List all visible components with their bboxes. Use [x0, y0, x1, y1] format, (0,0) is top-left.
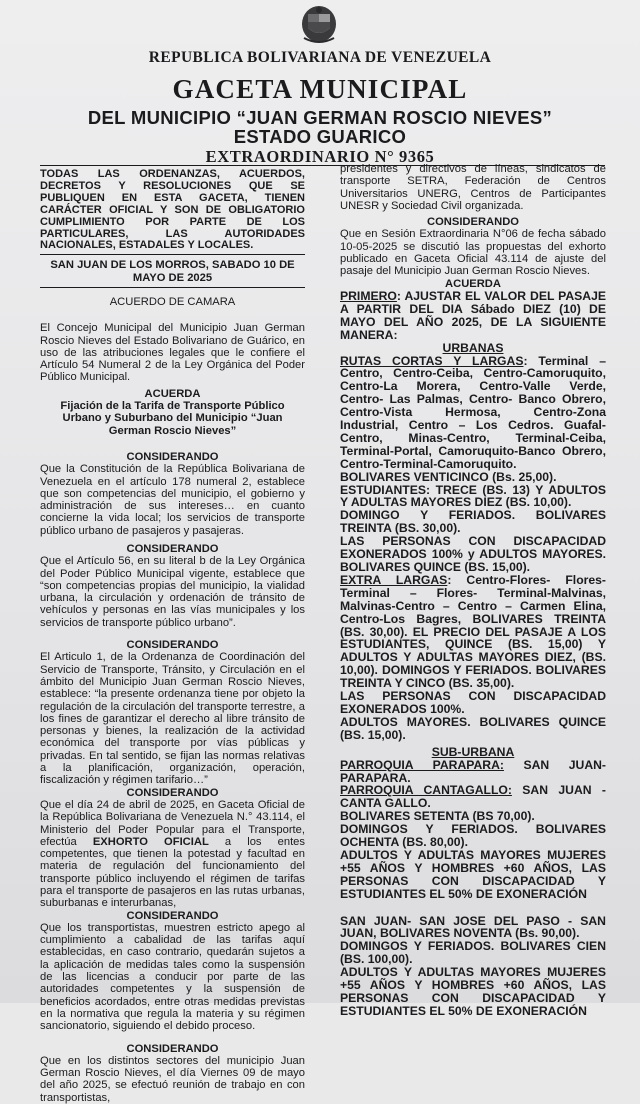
considerando-text: Que en Sesión Extraordinaria N°06 de fecha sábado 10-05-2025 se discutió las propuestas del exhorto publicado en Gaceta Oficial 43.114 de ajuste del pasaje del Municipio Juan German Roscio Nieves.: [340, 228, 606, 278]
intro-paragraph: El Concejo Municipal del Municipio Juan German Roscio Nieves del Estado Bolivariano de Guárico, en uso de las atribuciones legales que le confiere el Artículo 54 Numeral 2 de la Ley Orgánica del Poder Público Municipal.: [40, 322, 305, 384]
primero-clause: [340, 290, 606, 342]
parish-parapara: [340, 759, 606, 785]
considerando-text: El Articulo 1, de la Ordenanza de Coordinación del Servicio de Transporte, Tránsito, y Circulación en el ámbito del Municipio Juan German Roscio Nieves, establece: “la presente ordenanza tiene por objeto la regulación de la circulación del transporte terrestre, a los fines de garantizar el derecho al libre tránsito de personas y bienes, la realización de la actividad económica del transporte por vías públicas y privadas. En tal sentido, se fijan las normas relativas a la planificación, organización, operación, fiscalización y régimen tarifario…”: [40, 651, 305, 787]
considerando-heading: CONSIDERANDO: [126, 639, 219, 652]
routes-text: : Terminal – Centro, Centro-Ceiba, Centro-Camoruquito, Centro-La Morera, Centro-Valle Verde, Centro- Las Palmas, Centro- Banco Obrero, Centro-Vista Hermosa, Centro-Zona Industrial, Centro – Los Cedros. Guafal-Centro, Minas-Centro, Terminal-Ceiba, Terminal-Portal, Camoruquito-Banco Obrero, Centro-Terminal-Camoruquito.: [340, 353, 606, 471]
considerando-text-part: a los entes competentes, que tienen la potestad y facultad en materia de regulación del funcionamiento del transporte público incluyendo el régimen de tarifas para el transporte de pasajeros en las rutas urbanas, suburbanas e interurbanas,: [40, 835, 305, 910]
considerando-text: Que en los distintos sectores del municipio Juan German Roscio Nieves, el día Viernes 09 de mayo del año 2025, se efectuó reunión de trabajo en con transportistas,: [40, 1054, 305, 1104]
state-name: ESTADO GUARICO: [233, 126, 407, 147]
route-san-jose: SAN JUAN- SAN JOSE DEL PASO - SAN JUAN, BOLIVARES NOVENTA (Bs. 90,00).: [340, 913, 606, 941]
municipality-name: DEL MUNICIPIO “JUAN GERMAN ROSCIO NIEVES”: [87, 107, 553, 128]
parish-route: SAN JUAN-PARAPARA.: [340, 757, 606, 785]
parish-label: PARROQUIA PARAPARA:: [340, 757, 504, 772]
dateline-divider: [40, 287, 305, 288]
continued-text: presidentes y directivos de líneas, sindicatos de transporte SETRA, Federación de Centros Universitarios UNERG, Centros de Participantes UNESR y Sociedad Civil organizada.: [340, 163, 606, 212]
fare-line: DOMINGOS Y FERIADOS. BOLIVARES CIEN (BS. 100,00).: [340, 939, 606, 967]
gazette-title: GACETA MUNICIPAL: [172, 74, 468, 104]
agreement-subject: Fijación de la Tarifa de Transporte Público Urbano y Suburbano del Municipio “Juan German Roscio Nieves”: [60, 400, 285, 437]
considerando-text: Que los transportistas, muestren estricto apego al cumplimiento a cabalidad de las tarifas aquí establecidas, en caso contrario, quedarán sujetos a la aplicación de medidas tales como la suspensión de las licencias a conducir por parte de las autoridades competentes y la suspensión de beneficios acordados, entre otras medidas previstas en la normativa que regula la materia y su régimen sancionatorio, siguiendo el debido proceso.: [40, 921, 305, 1033]
fare-line: ADULTOS Y ADULTAS MAYORES MUJERES +55 AÑOS Y HOMBRES +60 AÑOS, LAS PERSONAS CON DISCAPACIDAD Y ESTUDIANTES EL 50% DE EXONERACIÓN: [340, 847, 606, 901]
suburbana-heading: SUB-URBANA: [431, 744, 515, 759]
acuerdo-title: ACUERDO DE CAMARA: [109, 295, 236, 308]
fare-line: ADULTOS MAYORES. BOLIVARES QUINCE (BS. 15,00).: [340, 714, 606, 742]
routes-label: EXTRA LARGAS: [340, 572, 448, 587]
edition-number: EXTRAORDINARIO N° 9365: [205, 147, 435, 166]
fare-line: BOLIVARES VENTICINCO (Bs. 25,00).: [340, 469, 557, 484]
acuerda-heading: ACUERDA: [445, 277, 501, 290]
considerando-text: [40, 799, 305, 910]
right-column: [340, 163, 606, 1018]
routes-extra-long: [340, 574, 606, 690]
coat-of-arms-icon: [298, 4, 340, 44]
fare-line: DOMINGO Y FERIADOS. BOLIVARES TREINTA (BS. 30,00).: [340, 508, 606, 536]
acuerda-heading: ACUERDA: [144, 387, 201, 400]
parish-cantagallo: [340, 784, 606, 810]
parish-label: PARROQUIA CANTAGALLO:: [340, 783, 512, 798]
fare-line: DOMINGOS Y FERIADOS. BOLIVARES OCHENTA (BS. 80,00).: [340, 822, 606, 850]
considerando-heading: CONSIDERANDO: [427, 216, 519, 229]
fare-line: LAS PERSONAS CON DISCAPACIDAD EXONERADOS 100%.: [340, 689, 606, 716]
parish-route: SAN JUAN -CANTA GALLO.: [340, 783, 606, 811]
considerando-heading: CONSIDERANDO: [126, 542, 219, 555]
considerando-text-part: Que el día 24 de abril de 2025, en Gaceta Oficial de la República Bolivariana de Venezuela N.° 43.114, el Ministerio del Poder Popular para el Transporte, efectúa: [40, 798, 305, 848]
routes-short-long: [340, 355, 606, 471]
fare-line: BOLIVARES SETENTA (BS 70,00).: [340, 809, 535, 824]
fare-line: ADULTOS Y ADULTAS MAYORES MUJERES +55 AÑOS Y HOMBRES +60 AÑOS, LAS PERSONAS CON DISCAPACIDAD Y ESTUDIANTES EL 50% DE EXONERACIÓN: [340, 965, 606, 1018]
considerando-heading: CONSIDERANDO: [126, 909, 219, 922]
left-column: [40, 169, 305, 1104]
considerando-heading: CONSIDERANDO: [126, 450, 219, 463]
dateline: SAN JUAN DE LOS MORROS, SABADO 10 DE MAYO DE 2025: [50, 259, 295, 284]
primero-text: : AJUSTAR EL VALOR DEL PASAJE A PARTIR DEL DIA Sábado DIEZ (10) DE MAYO DEL AÑO 2025, DE LA SIGUIENTE MANERA:: [340, 288, 606, 342]
fare-line: LAS PERSONAS CON DISCAPACIDAD EXONERADOS 100% y ADULTOS MAYORES. BOLIVARES QUINCE (BS. 15,00).: [340, 534, 606, 574]
republic-name: REPUBLICA BOLIVARIANA DE VENEZUELA: [148, 49, 492, 66]
considerando-text: Que el Artículo 56, en su literal b de la Ley Orgánica del Poder Público Municipal vigente, establece que “son competencias propias del municipio, la vialidad urbana, la circulación y ordenación de tránsito de vehículos y personas en las vías municipales y los servicios de transporte público urbano”.: [40, 555, 305, 629]
considerando-text: Que la Constitución de la República Bolivariana de Venezuela en el artículo 178 numeral 2, establece que son competencias del municipio, el gobierno y administración de sus intereses… en cuanto concierne la vida local; los servicios de transporte público urbano de pasajeros y pasajeras.: [40, 463, 305, 537]
considerando-heading: CONSIDERANDO: [126, 786, 219, 799]
considerando-heading: CONSIDERANDO: [126, 1042, 219, 1055]
routes-label: RUTAS CORTAS Y LARGAS: [340, 353, 524, 368]
fare-line: ESTUDIANTES: TRECE (BS. 13) Y ADULTOS Y ADULTAS MAYORES DIEZ (BS. 10,00).: [340, 482, 606, 510]
routes-text: : Centro-Flores- Flores-Terminal – Flores- Terminal-Malvinas, Malvinas-Centro – Centro – Carmen Elina, Centro-Los Bagres, BOLIVARES TREINTA (BS. 30,00). EL PRECIO DEL PASAJE A LOS ESTUDIANTES, QUINCE (BS. 15,00) Y ADULTOS Y ADULTAS MAYORES DIEZ, (BS. 10,00). DOMINGOS Y FERIADOS. BOLIVARES TREINTA Y CINCO (BS. 35,00).: [340, 572, 606, 691]
urbanas-heading: URBANAS: [442, 340, 504, 355]
primero-label: PRIMERO: [340, 288, 397, 303]
notice-divider: [40, 254, 305, 255]
exhorto-oficial-text: EXHORTO OFICIAL: [92, 835, 209, 848]
official-notice: TODAS LAS ORDENANZAS, ACUERDOS, DECRETOS Y RESOLUCIONES QUE SE PUBLIQUEN EN ESTA GACETA, TIENEN CARÁCTER OFICIAL Y SON DE OBLIGATORIO CUMPLIMIENTO POR PARTE DE LOS PARTICULARES, LAS AUTORIDADES NACIONALES, ESTADALES Y LOCALES.: [40, 168, 305, 252]
